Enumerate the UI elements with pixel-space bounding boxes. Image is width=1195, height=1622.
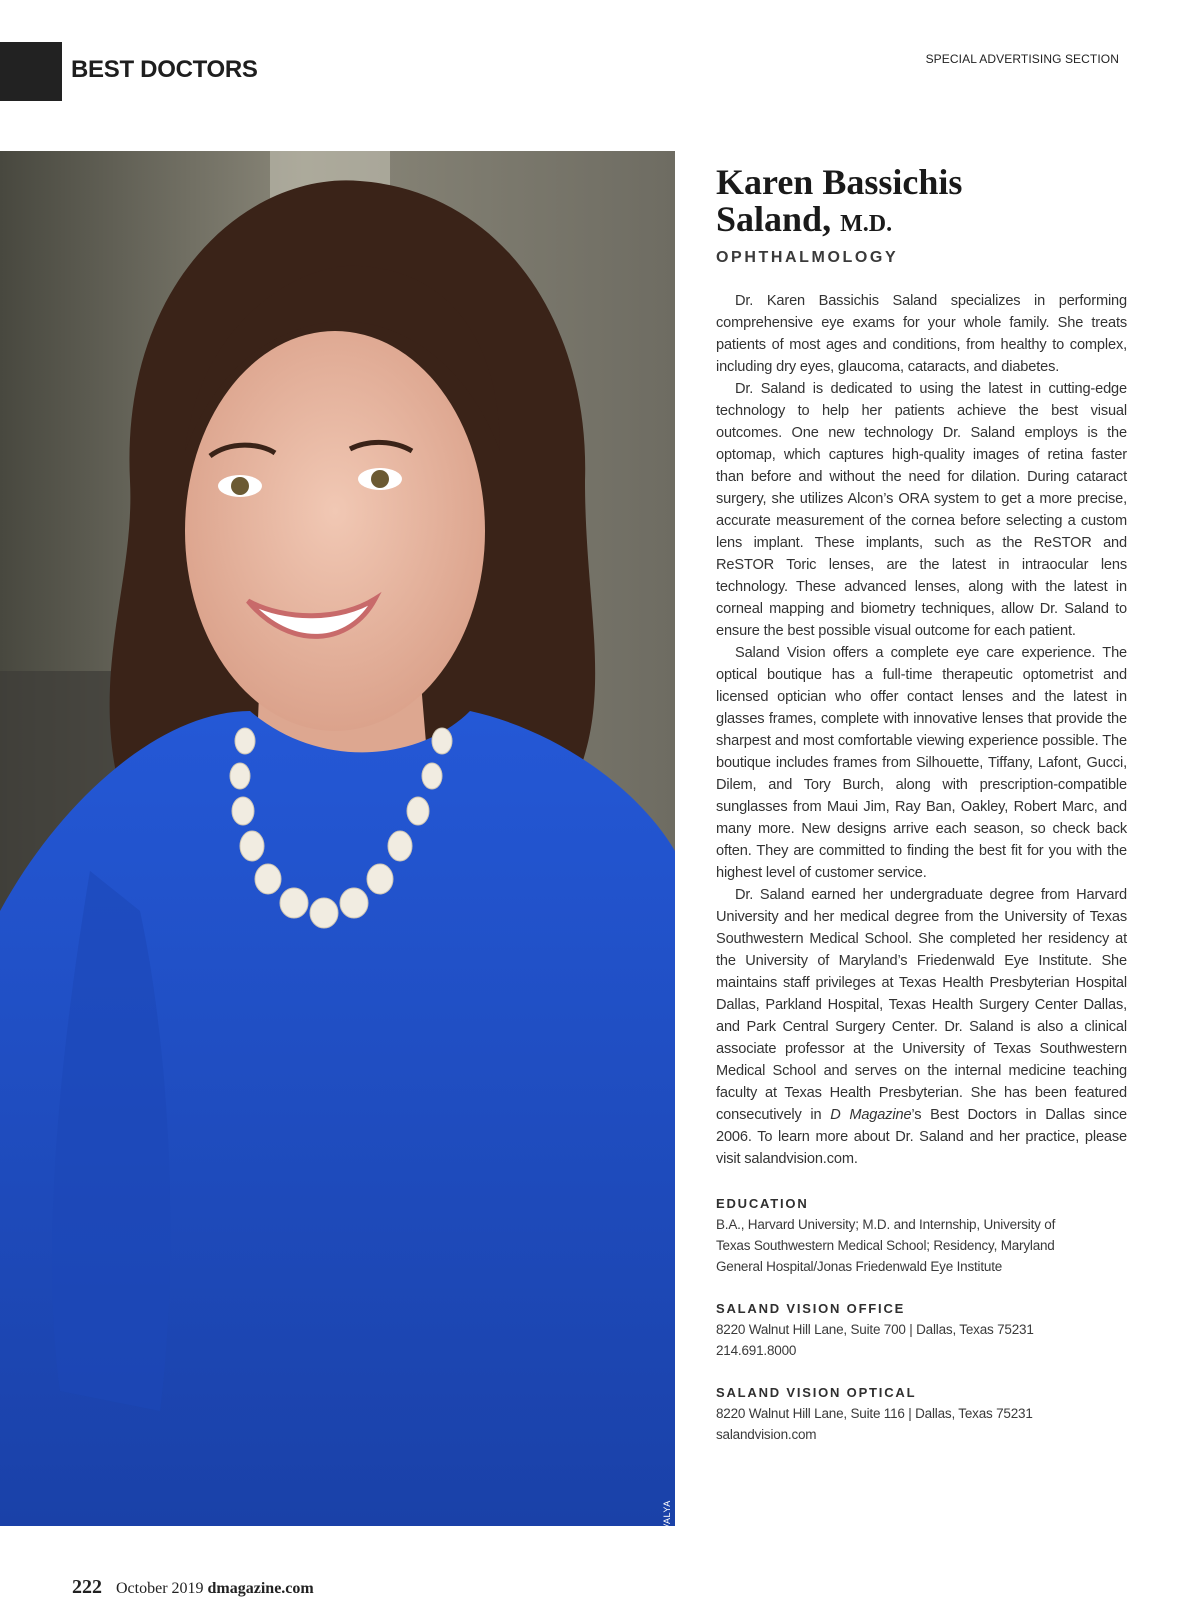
education-heading: EDUCATION [716, 1196, 809, 1211]
optical-address: 8220 Walnut Hill Lane, Suite 116 | Dallas, Texas 75231 [716, 1406, 1033, 1421]
education-line: B.A., Harvard University; M.D. and Internship, University of [716, 1217, 1056, 1232]
name-line-1: Karen Bassichis [716, 162, 963, 202]
doctor-name [716, 164, 1127, 243]
paragraph-4 [716, 884, 1127, 1170]
education-line: Texas Southwestern Medical School; Residency, Maryland [716, 1238, 1055, 1253]
specialty: OPHTHALMOLOGY [716, 249, 899, 266]
section-title: BEST DOCTORS [71, 56, 258, 83]
paragraph-4-text-a: Dr. Saland earned her undergraduate degree from Harvard University and her medical degree from the University of Texas Southwestern Medical School. She completed her residency at the University of Maryland’s Friedenwald Eye Institute. She maintains staff privileges at Texas Health Presbyterian Hospital Dallas, Parkland Hospital, Texas Health Surgery Center Dallas, and Park Central Surgery Center. Dr. Saland is also a clinical associate professor at the University of Texas Southwestern Medical School and serves on the internal medicine teaching faculty at Texas Health Presbyterian. She has been featured consecutively in [716, 887, 1127, 1123]
name-line-2: Saland, [716, 199, 832, 239]
paragraph-1: Dr. Karen Bassichis Saland specializes in performing comprehensive eye exams for your whole family. She treats patients of most ages and conditions, from healthy to complex, including dry eyes, glaucoma, cataracts, and diabetes. [716, 293, 1127, 375]
education-line: General Hospital/Jonas Friedenwald Eye Institute [716, 1259, 1003, 1274]
optical-heading: SALAND VISION OPTICAL [716, 1385, 917, 1400]
magazine-title: D Magazine [830, 1107, 912, 1123]
magazine-website: dmagazine.com [207, 1580, 314, 1597]
photo-credit: VANESSA GAVALYA [662, 1500, 672, 1591]
issue-date: October 2019 [116, 1580, 204, 1597]
info-section [716, 1196, 1127, 1445]
paragraph-4-text-b: ’s Best Doctors in Dallas since 2006. To learn more about Dr. Saland and her practice, please visit salandvision.com. [716, 1107, 1127, 1167]
paragraph-2: Dr. Saland is dedicated to using the latest in cutting-edge technology to help her patients achieve the best visual outcomes. One new technology Dr. Saland employs is the optomap, which captures high-quality images of retina faster than before and without the need for dilation. During cataract surgery, she utilizes Alcon’s ORA system to get a more precise, accurate measurement of the cornea before selecting a custom lens implant. These implants, such as the ReSTOR and ReSTOR Toric lenses, are the latest in intraocular lens technology. These advanced lenses, along with the latest in corneal mapping and biometry techniques, allow Dr. Saland to ensure the best possible visual outcome for each patient. [716, 381, 1127, 639]
page-number: 222 [72, 1576, 102, 1598]
office-phone: 214.691.8000 [716, 1343, 797, 1358]
office-block [716, 1301, 1127, 1361]
profile-content [716, 164, 1127, 1469]
section-marker-block [0, 42, 62, 101]
office-heading: SALAND VISION OFFICE [716, 1301, 906, 1316]
page-footer [72, 1576, 314, 1599]
paragraph-3: Saland Vision offers a complete eye care experience. The optical boutique has a full-time therapeutic optometrist and licensed optician who offer contact lenses and the latest in glasses frames, complete with innovative lenses that provide the sharpest and most comfortable viewing experience possible. The boutique includes frames from Silhouette, Tiffany, Lafont, Gucci, Dilem, and Tory Burch, along with prescription-compatible sunglasses from Maui Jim, Ray Ban, Oakley, Robert Marc, and many more. New designs arrive each season, so check back often. They are committed to finding the best fit for you with the highest level of customer service. [716, 645, 1127, 881]
office-address: 8220 Walnut Hill Lane, Suite 700 | Dallas, Texas 75231 [716, 1322, 1034, 1337]
degree: M.D. [840, 211, 893, 237]
advertising-label: SPECIAL ADVERTISING SECTION [925, 52, 1119, 66]
education-block [716, 1196, 1127, 1277]
optical-website: salandvision.com [716, 1427, 817, 1442]
optical-block [716, 1385, 1127, 1445]
article-body [716, 290, 1127, 1170]
